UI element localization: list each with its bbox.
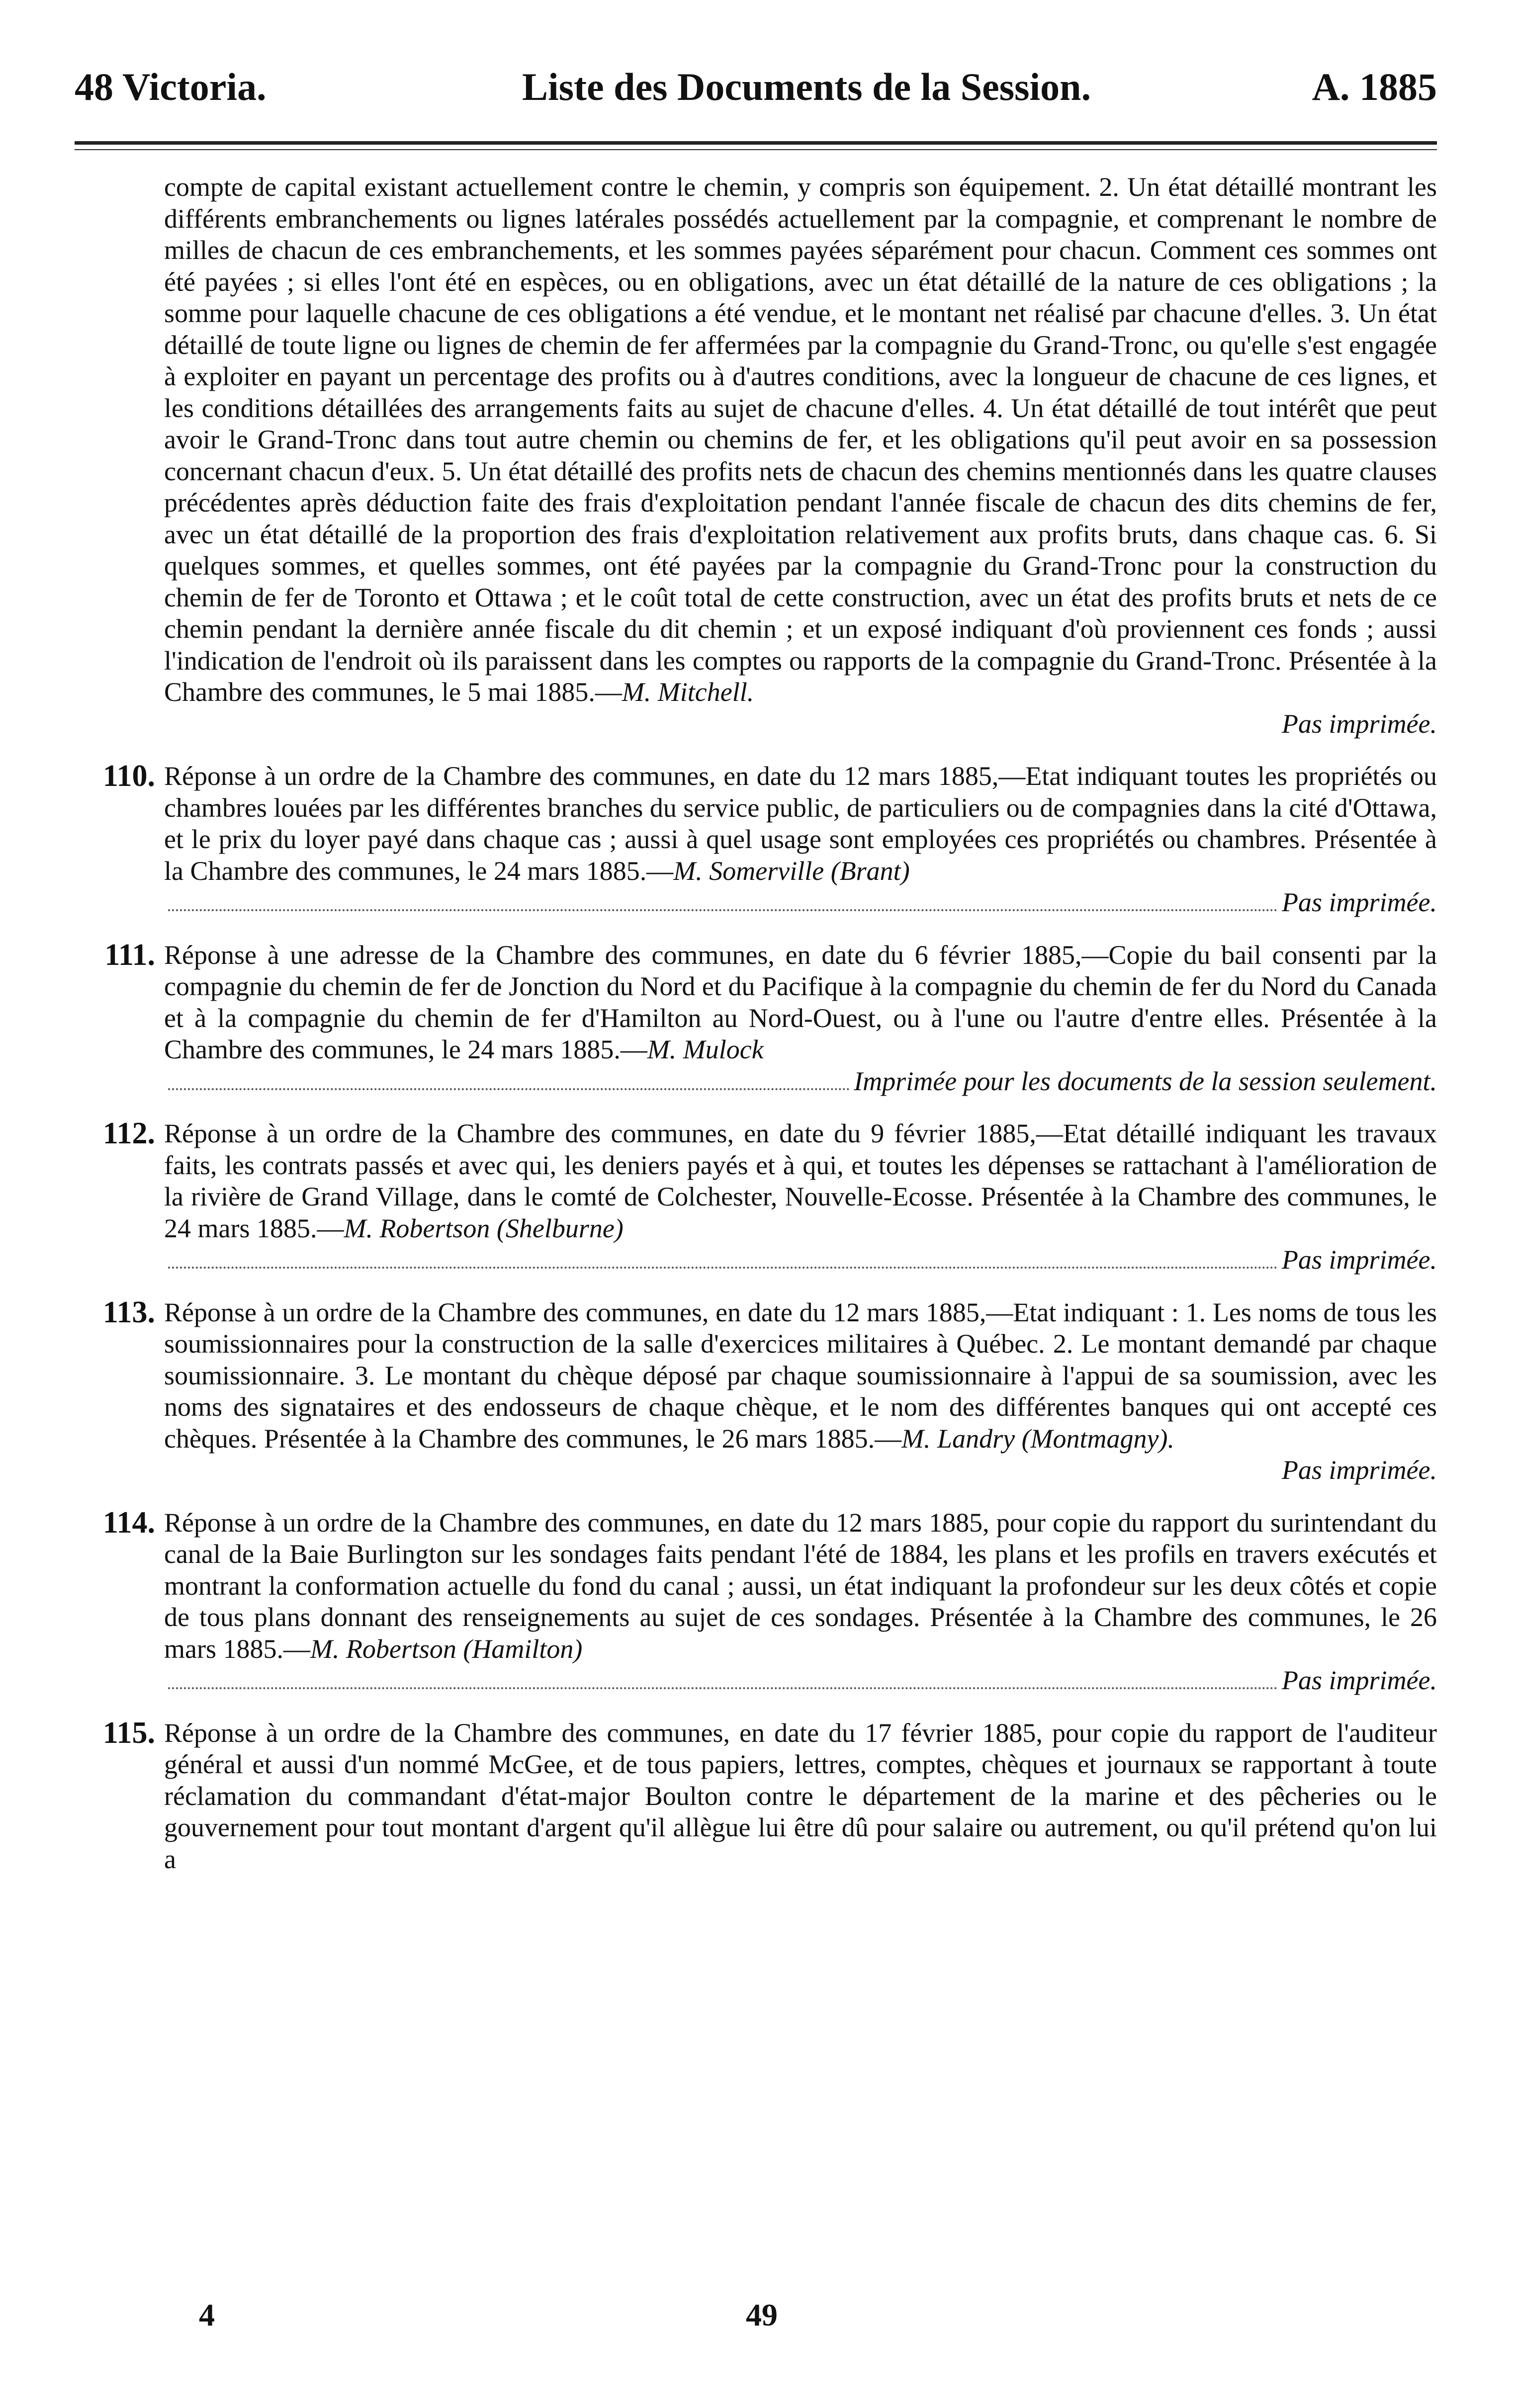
entry-112 <box>75 1118 1437 1276</box>
header-title: Liste des Documents de la Session. <box>522 65 1091 108</box>
entry-111 <box>75 940 1437 1098</box>
dot-leader <box>168 1267 1278 1269</box>
header-year: A. 1885 <box>1312 65 1437 108</box>
entry-number: 114. <box>102 1505 155 1540</box>
entry-text-block <box>164 1718 1437 1876</box>
entry-text-block <box>164 1507 1437 1665</box>
entry-presenter: M. Robertson (Hamilton) <box>310 1634 583 1664</box>
header-rule-thin <box>75 149 1437 150</box>
entry-text-block <box>164 1297 1437 1455</box>
footer-signature-mark: 4 <box>199 2297 215 2332</box>
entry-status: Pas imprimée. <box>1282 1455 1437 1485</box>
entry-status: Pas imprimée. <box>1282 1245 1437 1275</box>
entry-114 <box>75 1507 1437 1697</box>
entry-number: 111. <box>104 938 155 972</box>
entry-text: Réponse à un ordre de la Chambre des communes, en date du 12 mars 1885, pour copie du rapport du surintendant du canal de la Baie Burlington sur les sondages faits pendant l'été de 1884, les plans et les profils en travers exécutés et montrant la conformation actuelle du fond du canal ; aussi, un état indiquant la profondeur sur les deux côtés et copie de tous plans donnant des renseignements au sujet de ces sondages. Présentée à la Chambre des communes, le 26 mars 1885.— <box>164 1507 1437 1664</box>
entry-text: Réponse à un ordre de la Chambre des communes, en date du 12 mars 1885,—Etat indiquant toutes les propriétés ou chambres louées par les différentes branches du service public, de particuliers ou de compagnies dans la cité d'Ottawa, et le prix du loyer payé dans chaque cas ; aussi à quel usage sont employées ces propriétés ou chambres. Présentée à la Chambre des communes, le 24 mars 1885.— <box>164 761 1437 886</box>
entry-text-block <box>164 761 1437 887</box>
continuation-status: Pas imprimée. <box>1282 708 1437 739</box>
entry-text: Réponse à un ordre de la Chambre des communes, en date du 9 février 1885,—Etat détaillé indiquant les travaux faits, les contrats passés et avec qui, les deniers payés et à qui, et toutes les dépenses se rattachant à l'amélioration de la rivière de Grand Village, dans le comté de Colchester, Nouvelle-Ecosse. Présentée à la Chambre des communes, le 24 mars 1885.— <box>164 1118 1437 1243</box>
entry-status: Pas imprimée. <box>1282 1665 1437 1695</box>
entry-115 <box>75 1718 1437 1876</box>
entry-number: 112. <box>102 1117 155 1150</box>
page-header <box>75 57 1437 117</box>
continuation-text: compte de capital existant actuellement contre le chemin, y compris son équipement. 2. Un état détaillé montrant les différents embranchements ou lignes latérales possédés actuellement par la compagnie, et comprenant le nombre de milles de chacun de ces embranchements, et les sommes payées séparément pour chacun. Comment ces sommes ont été payées ; si elles l'ont été en espèces, ou en obligations, avec un état détaillé de la nature de ces obligations ; la somme pour laquelle chacune de ces obligations a été vendue, et le montant net réalisé par chacune d'elles. 3. Un état détaillé de toute ligne ou lignes de chemin de fer affermées par la compagnie du Grand-Tronc, ou qu'elle s'est engagée à exploiter en payant un percentage des profits ou à d'autres conditions, avec la longueur de chacune de ces lignes, et les conditions détaillées des arrangements faits au sujet de chacune d'elles. 4. Un état détaillé de tout intérêt que peut avoir le Grand-Tronc dans tout autre chemin ou chemins de fer, et les obligations qu'il peut avoir en sa possession concernant chacun d'eux. 5. Un état détaillé des profits nets de chacun des chemins mentionnés dans les quatre clauses précédentes après déduction faite des frais d'exploitation pendant l'année fiscale de chacun des dits chemins de fer, avec un état détaillé de la proportion des frais d'exploitation relativement aux profits bruts, dans chaque cas. 6. Si quelques sommes, et quelles sommes, ont été payées par la compagnie du Grand-Tronc pour la construction du chemin de fer de Toronto et Ottawa ; et le coût total de cette construction, avec un état des profits bruts et nets de ce chemin pendant la dernière année fiscale du dit chemin ; et un exposé indiquant d'où proviennent ces fonds ; aussi l'indication de l'endroit où ils paraissent dans les comptes ou rapports de la compagnie du Grand-Tronc. Présentée à la Chambre des communes, le 5 mai 1885.— <box>164 172 1437 707</box>
header-rule-thick <box>75 141 1437 145</box>
entry-presenter: M. Landry (Montmagny). <box>901 1423 1174 1454</box>
document-body <box>75 172 1437 1875</box>
entry-number: 110. <box>102 759 155 793</box>
entry-presenter: M. Robertson (Shelburne) <box>344 1213 623 1243</box>
header-session: 48 Victoria. <box>75 65 267 108</box>
entry-presenter: M. Mulock <box>647 1034 764 1064</box>
entry-status-line <box>164 1665 1437 1697</box>
entry-text: Réponse à une adresse de la Chambre des communes, en date du 6 février 1885,—Copie du bail consenti par la compagnie du chemin de fer de Jonction du Nord et du Pacifique à la compagnie du chemin de fer du Nord du Canada et à la compagnie du chemin de fer d'Hamilton au Nord-Ouest, ou à l'une ou l'autre d'entre elles. Présentée à la Chambre des communes, le 24 mars 1885.— <box>164 940 1437 1064</box>
continuation-paragraph <box>164 172 1437 708</box>
entry-110 <box>75 761 1437 919</box>
entry-status-line <box>164 1244 1437 1276</box>
entry-presenter: M. Somerville (Brant) <box>673 856 910 886</box>
dot-leader <box>168 909 1278 911</box>
entry-number: 113. <box>102 1295 155 1329</box>
entry-113 <box>75 1297 1437 1486</box>
entry-status-line <box>164 1066 1437 1098</box>
continuation-presenter: M. Mitchell. <box>622 677 754 707</box>
entry-number: 115. <box>102 1716 155 1750</box>
entry-status: Imprimée pour les documents de la session seulement. <box>854 1066 1437 1096</box>
entry-status: Pas imprimée. <box>1282 887 1437 917</box>
entry-text-block <box>164 940 1437 1066</box>
entry-text-block <box>164 1118 1437 1244</box>
dot-leader <box>168 1687 1278 1689</box>
page-footer <box>75 2297 1437 2336</box>
entry-text: Réponse à un ordre de la Chambre des communes, en date du 12 mars 1885,—Etat indiquant : 1. Les noms de tous les soumissionnaires pour la construction de la salle d'exercices militaires à Québec. 2. Le montant demandé par chaque soumissionnaire. 3. Le montant du chèque déposé par chaque soumissionnaire à l'appui de sa soumission, avec les noms des signataires et des endosseurs de chaque chèque, et le nom des différentes banques qui ont accepté ces chèques. Présentée à la Chambre des communes, le 26 mars 1885.— <box>164 1297 1437 1454</box>
dot-leader <box>168 1088 850 1090</box>
entry-status-line <box>164 887 1437 919</box>
entry-text: Réponse à un ordre de la Chambre des communes, en date du 17 février 1885, pour copie du rapport de l'auditeur général et aussi d'un nommé McGee, et de tous papiers, lettres, comptes, chèques et journaux se rapportant à toute réclamation du commandant d'état-major Boulton contre le département de la marine et des pêcheries ou le gouvernement pour tout montant d'argent qu'il allègue lui être dû pour salaire ou autrement, ou qu'il prétend qu'on lui a <box>164 1718 1437 1874</box>
footer-page-number: 49 <box>746 2297 778 2332</box>
